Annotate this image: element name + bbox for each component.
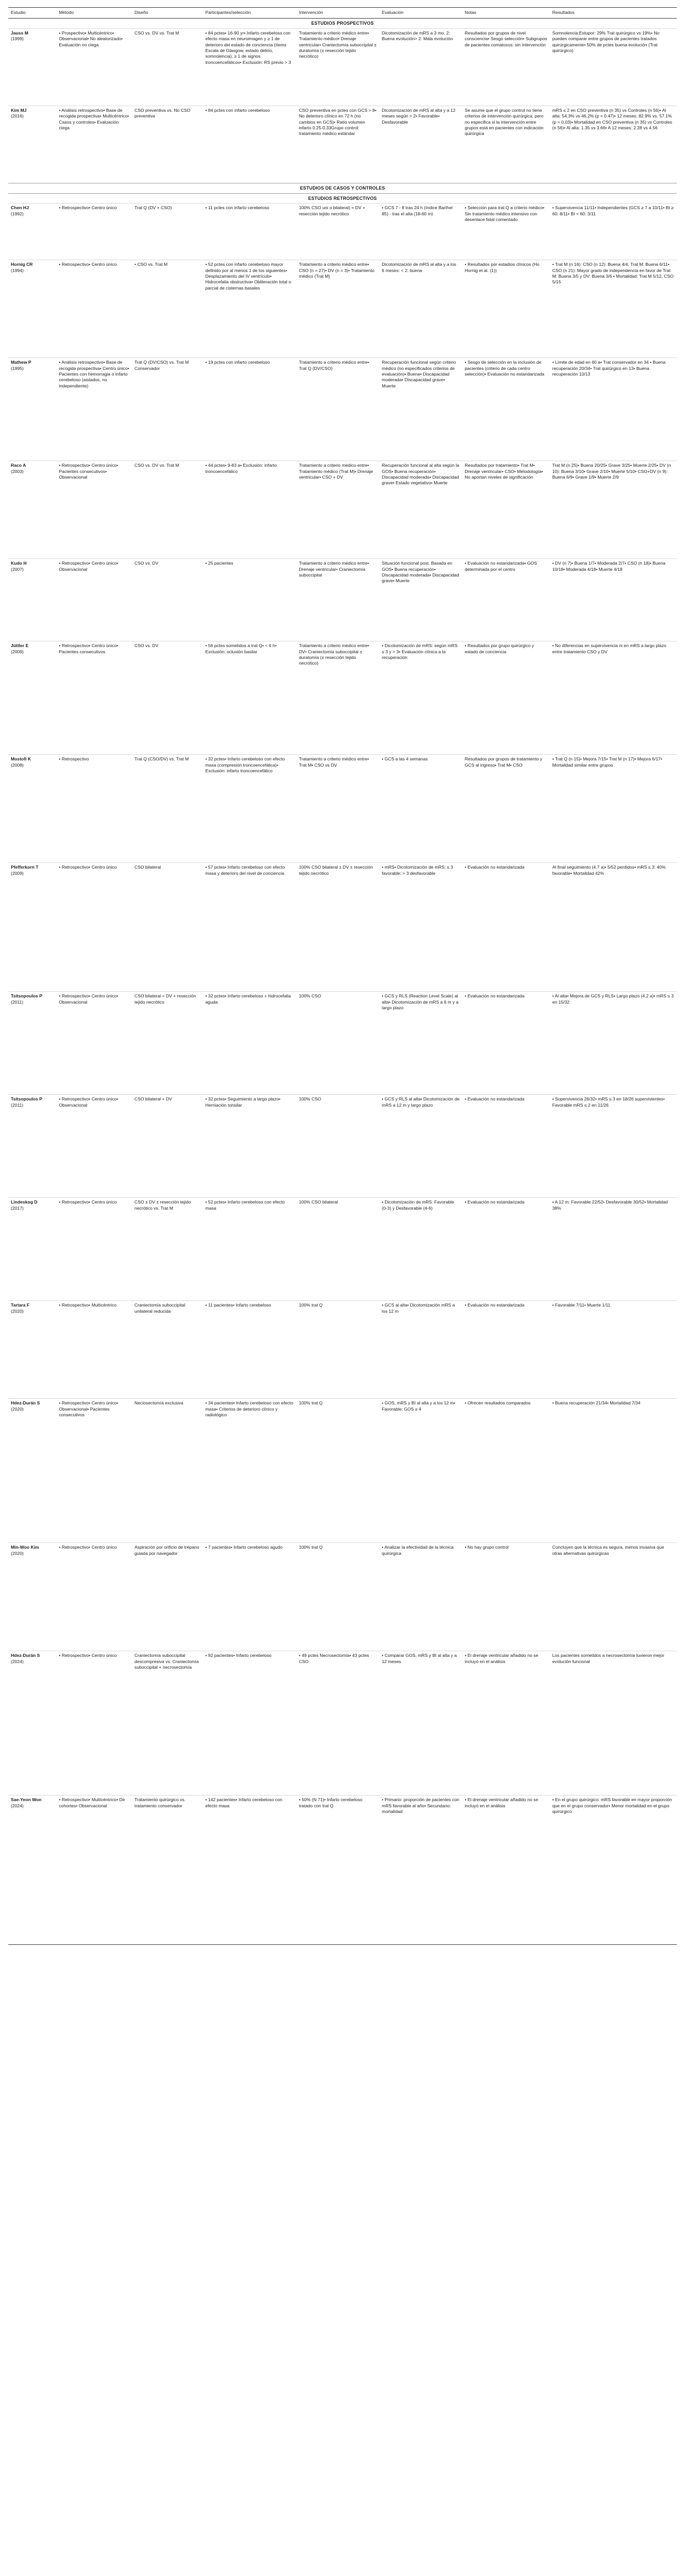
table-cell: • Retrospectivo• Centro único• Pacientes consecutivos• Observacional	[56, 461, 132, 559]
column-header: Participantes/selección	[203, 8, 296, 19]
table-cell: • Retrospectivo• Centro único	[56, 863, 132, 992]
table-cell: • 52 pctes• Infarto cerebeloso con efecto masa	[203, 1198, 296, 1301]
study-year: (2009)	[11, 649, 24, 654]
table-cell: • GOS, mRS y BI al alta y a los 12 m• Favorable: GOS ≥ 4	[379, 1399, 462, 1543]
study-cell	[8, 863, 56, 992]
study-cell	[8, 358, 56, 461]
study-row	[8, 992, 677, 1095]
section-title: ESTUDIOS PROSPECTIVOS	[311, 21, 374, 26]
table-cell: • 11 pctes con infarto cerebeloso	[203, 204, 296, 260]
table-cell: • CSO vs. Trat M	[132, 260, 203, 358]
study-row	[8, 1301, 677, 1399]
study-author: Kim MJ	[11, 107, 27, 113]
table-cell: CSO bilateral + DV	[132, 1095, 203, 1198]
study-row	[8, 863, 677, 992]
table-cell: 100% CSO bilateral ± DV ± resección tejido necrótico	[296, 863, 379, 992]
table-cell: • Evaluación no estandarizada	[462, 1198, 550, 1301]
table-cell: 100% CSO uni o bilateral) + DV + resección tejido necrótico	[296, 204, 379, 260]
study-row	[8, 641, 677, 755]
table-cell: • 56 pctes sometidos a trat Q• < 6 h• Exclusión: oclusión basilar	[203, 641, 296, 755]
table-cell: • 44 pctes• 9-83 a• Exclusión: infarto troncoencefálico	[203, 461, 296, 559]
study-cell	[8, 1198, 56, 1301]
table-cell: • 25 pacientes	[203, 559, 296, 641]
table-cell: • No diferencias en supervivencia ni en mRS a largo plazo entre tratamiento CSO y DV	[550, 641, 677, 755]
table-cell: 100% CSO	[296, 992, 379, 1095]
table-cell: • GCS y RLS (Reaction Level Scale) al alta• Dicotomización de mRS a 6 m y a largo plazo	[379, 992, 462, 1095]
study-row	[8, 559, 677, 641]
study-author: Mostofi K	[11, 756, 31, 762]
table-cell: Neciosectomía exclusiva	[132, 1399, 203, 1543]
study-year: (2016)	[11, 113, 24, 119]
study-author: Sae-Yeon Won	[11, 1797, 42, 1803]
study-cell	[8, 461, 56, 559]
table-cell: • Retrospectivo• Multicéntrico	[56, 1301, 132, 1399]
table-cell: Trat M (n 25)• Buena 20/25• Grave 3/25• Muerte 2/25• DV (n 10): Buena 3/10• Grave 2/10• Muerte 5/10• CSO+DV (n 9): Buena 6/9• Grave 1/9• Muerte 2/9	[550, 461, 677, 559]
study-year: (1995)	[11, 365, 24, 371]
study-cell	[8, 28, 56, 106]
table-cell: • No hay grupo control	[462, 1543, 550, 1651]
study-cell	[8, 204, 56, 260]
section-title: ESTUDIOS RETROSPECTIVOS	[8, 193, 677, 204]
table-cell: • Supervivencia 26/32• mRS ≤ 3 en 18/26 supervivientes• Favorable mRS ≤ 2 en 11/26	[550, 1095, 677, 1198]
study-author: Tsitsopoulos P	[11, 993, 42, 999]
table-cell: • Análisis retrospectivo• Base de recogida prospectiva• Centro único• Pacientes con hemorragia o infarto cerebeloso (aislados, no independiente)	[56, 358, 132, 461]
table-cell: • Sesgo de selección en la inclusión de pacientes (criterio de cada centro selección)• Evaluación no estandarizada	[462, 358, 550, 461]
table-cell: • Dicotomización de mRS: según mRS ≤ 3 y > 3• Evaluación clínica a la recuperación	[379, 641, 462, 755]
study-row	[8, 28, 677, 106]
study-year: (1999)	[11, 36, 24, 42]
study-row	[8, 1543, 677, 1651]
table-cell: • Resultados por estadios clínicos (Ho Hornig et al. (1))	[462, 260, 550, 358]
study-cell	[8, 1095, 56, 1198]
table-cell: • Evaluación no estandarizada	[462, 863, 550, 992]
table-cell: • Trat Q (n 15)• Mejora 7/15• Trat M (n 17)• Mejora 6/17• Mortalidad similar entre grupos	[550, 755, 677, 863]
study-row	[8, 1095, 677, 1198]
study-author: Mathew P	[11, 360, 31, 365]
table-cell: 100% trat Q	[296, 1399, 379, 1543]
table-cell: • GCS y RLS al alta• Dicotomización de mRS a 12 m y largo plazo	[379, 1095, 462, 1198]
study-author: Tsitsopoulos P	[11, 1096, 42, 1102]
table-cell: • Retrospectivo• Multicéntrico• De cohortes• Observacional	[56, 1795, 132, 1945]
table-cell: Aspiración por orificio de trépano guiada por navegador	[132, 1543, 203, 1651]
column-header: Notas	[462, 8, 550, 19]
study-year: (2020)	[11, 1308, 24, 1314]
table-cell: Tratamiento a criterio médico entre• CSO (n = 27)• DV (n = 3)• Tratamiento médico (Trat M)	[296, 260, 379, 358]
table-cell: Se asume que el grupo control no tiene criterios de intervención quirúrgica; pero no especifica si la intervención entre grupos está en pacientes con indicación quirúrgica	[462, 106, 550, 183]
section-header-row	[8, 183, 677, 193]
studies-table	[8, 7, 677, 1945]
table-cell: CSO vs. DV vs. Trat M	[132, 28, 203, 106]
study-author: Hdez-Durán S	[11, 1653, 40, 1658]
table-cell: Los pacientes sometidos a necrosectomía tuvieron mejor evolución funcional	[550, 1651, 677, 1795]
column-header: Estudio	[8, 8, 56, 19]
table-cell: • Análisis retrospectivo• Base de recogida prospectiva• Multicéntrico• Casos y controles• Evaluación ciega	[56, 106, 132, 183]
table-cell: Trat Q (DV/CSO) vs. Trat M Conservador	[132, 358, 203, 461]
table-cell: Tratamiento quirúrgico vs. tratamiento conservador	[132, 1795, 203, 1945]
table-cell: • Primario: proporción de pacientes con mRS favorable al año• Secundario: mortalidad	[379, 1795, 462, 1945]
table-cell: • 49 pctes Necrosectomía• 43 pctes CSO	[296, 1651, 379, 1795]
study-row	[8, 260, 677, 358]
table-cell: Tratamiento a criterio médico entre• Trat M• CSO vs DV	[296, 755, 379, 863]
table-cell: • Evaluación no estandarizada	[462, 1301, 550, 1399]
table-cell: • Trat M (n 16): CSO (n 12): Buena 4/4, Trat M: Buena 6/11• CSO (n 21): Mayor grado de independencia en favor de Trat M: Buena 3/5 y DV: Buena 3/6 • Mortalidad: Trat M 5/12, CSO 5/15	[550, 260, 677, 358]
study-row	[8, 1795, 677, 1945]
table-cell: • 142 pacientes• Infarto cerebeloso con efecto masa	[203, 1795, 296, 1945]
table-cell: • Evaluación no estandarizada	[462, 1095, 550, 1198]
table-cell: • Retrospectivo• Centro único	[56, 1651, 132, 1795]
table-cell: Trat Q (DV + CSO)	[132, 204, 203, 260]
study-cell	[8, 1301, 56, 1399]
table-cell: Tratamiento a criterio médico entre• DV• Craniectomía suboccipital ± duratomía (± resección tejido necrótico)	[296, 641, 379, 755]
table-cell: • Retrospectivo• Centro único	[56, 204, 132, 260]
table-cell: • Evaluación no estandarizada	[462, 992, 550, 1095]
table-cell: Tratamiento a criterio médico entre• Tratamiento médico (Trat M)• Drenaje ventricular• CSO + DV	[296, 461, 379, 559]
study-year: (2020)	[11, 1406, 24, 1412]
table-cell: CSO preventiva vs. No CSO preventiva	[132, 106, 203, 183]
study-author: Pfefferkorn T	[11, 865, 39, 870]
table-cell: CSO vs. DV	[132, 559, 203, 641]
table-cell: • 52 pctes con infarto cerebeloso mayor definido por al menos 1 de los siguientes• Desplazamiento del IV ventrículo• Hidrocefalia obstructiva• Obliteración total o parcial de cisternas basales	[203, 260, 296, 358]
study-cell	[8, 1651, 56, 1795]
table-cell: Tratamiento a criterio médico entre• Trat Q (DV/CSO)	[296, 358, 379, 461]
study-year: (2011)	[11, 999, 24, 1005]
table-cell: • Dicotomización de mRS: Favorable (0-3) y Desfavorable (4-6)	[379, 1198, 462, 1301]
table-cell: 100% trat Q	[296, 1543, 379, 1651]
table-cell: • Retrospectivo• Centro único• Observacional	[56, 1095, 132, 1198]
column-header: Evaluación	[379, 8, 462, 19]
study-cell	[8, 1399, 56, 1543]
table-cell: Dicotomización de mRS al alta y a los 6 meses: < 2: buena	[379, 260, 462, 358]
table-cell: • Retrospectivo• Centro único	[56, 1198, 132, 1301]
table-cell: • Límite de edad en 60 a• Trat conservador en 34 • Buena recuperación 20/34• Trat quirúrgico en 13• Buena recuperación 10/13	[550, 358, 677, 461]
table-cell: CSO ± DV ± resección tejido necrótico vs. Trat M	[132, 1198, 203, 1301]
table-cell: CSO bilateral	[132, 863, 203, 992]
study-cell	[8, 106, 56, 183]
table-cell: CSO vs. DV	[132, 641, 203, 755]
table-cell: • Retrospectivo• Centro único• Observacional	[56, 992, 132, 1095]
study-row	[8, 1651, 677, 1795]
table-cell: • Retrospectivo	[56, 755, 132, 863]
table-cell: mRS ≤ 2 en CSO preventiva (n 35) vs Controles (n 56)• Al alta: 54.3% vs 46.2% (p = 0.47)• 12 meses: 82.9% vs. 57.1% (p = 0.03)• Mortalidad en CSO preventiva (n 35) vs Controles (n 56)• Al alta: 1.35 vs 3.66• A 12 meses: 2.28 vs 4.56	[550, 106, 677, 183]
study-author: Hdez-Durán S	[11, 1400, 40, 1406]
table-cell: 100% CSO	[296, 1095, 379, 1198]
table-cell: • Evaluación no estandarizada• GOS determinada por el centro	[462, 559, 550, 641]
table-cell: • 32 pctes• Infarto cerebeloso con efecto masa (compresión troncoencefálica)• Exclusión: infarto troncoencefálico	[203, 755, 296, 863]
table-cell: CSO preventiva en pctes con GCS > 8• No deterioro clínico en 72 h (no cambios en GCS)• Ratio volumen infarto 0.25-0.33Grupo control: tratamiento médico estándar	[296, 106, 379, 183]
table-cell: Al final seguimiento (4.7 a)• 5/52 perdidos• mRS ≤ 3: 40% favorable• Mortalidad 42%	[550, 863, 677, 992]
table-cell: • El drenaje ventricular añadido no se incluyó en el análisis	[462, 1795, 550, 1945]
study-author: Kudo H	[11, 561, 27, 566]
table-cell: • Favorable 7/11• Muerte 1/11	[550, 1301, 677, 1399]
table-cell: • Al alta• Mejora de GCS y RLS• Largo plazo (4.2 a)• mRS ≤ 3 en 15/32	[550, 992, 677, 1095]
evidence-table-container	[8, 7, 677, 1945]
study-cell	[8, 260, 56, 358]
table-cell: • En el grupo quirúrgico: mRS favorable en mayor proporción que en el grupo conservador• Menor mortalidad en el grupo quirúrgico	[550, 1795, 677, 1945]
table-cell: • Supervivencia 11/11• Independientes (GCS ≥ 7 a 10/11• BI ≥ 60: 8/11• BI < 60: 3/11	[550, 204, 677, 260]
table-cell: • Buena recuperación 21/34• Mortalidad 7/34	[550, 1399, 677, 1543]
table-cell: Craniectomía suboccipital descompresiva vs. Craniectomía suboccipital + necrosectomía	[132, 1651, 203, 1795]
table-body	[8, 19, 677, 1945]
table-cell: Trat Q (CSO/DV) vs. Trat M	[132, 755, 203, 863]
column-header: Diseño	[132, 8, 203, 19]
table-cell: • 84 pctes• 16-90 yr• Infarto cerebeloso con efecto masa en neuroimagen y ≥ 1 de deterioro del estado de conciencia (ítems Escala de Glasgow, estado delirio, somnolencia); ≥ 1 de signos troncoencefálicos• Exclusión: RS previo > 3	[203, 28, 296, 106]
study-cell	[8, 992, 56, 1095]
table-cell: • 84 pctes con infarto cerebeloso	[203, 106, 296, 183]
table-cell: • Comparar GOS, mRS y BI al alta y a 12 meses	[379, 1651, 462, 1795]
study-year: (2003)	[11, 468, 24, 474]
study-year: (2007)	[11, 566, 24, 572]
table-cell: • Selección para trat Q a criterio médico• Sin tratamiento médico intensivo con desenlace fatal comentado	[462, 204, 550, 260]
study-author: Tartara F	[11, 1302, 30, 1308]
table-cell: • 50% (N 71)• Infarto cerebeloso tratado con trat Q	[296, 1795, 379, 1945]
study-year: (2017)	[11, 1205, 24, 1211]
study-row	[8, 358, 677, 461]
table-cell: Tratamiento a criterio médico entre• Tratamiento médico• Drenaje ventricular• Craniectomía suboccipital ± duratomía (± resección tejido necrótico)	[296, 28, 379, 106]
study-cell	[8, 755, 56, 863]
table-cell: Tratamiento a criterio médico entre• Drenaje ventricular• Craniectomía suboccipital	[296, 559, 379, 641]
study-row	[8, 106, 677, 183]
table-cell: • Retrospectivo• Centro único	[56, 260, 132, 358]
table-cell: • Ofrecen resultados comparados	[462, 1399, 550, 1543]
table-cell: • Resultados por grupo quirúrgico y estado de conciencia	[462, 641, 550, 755]
study-cell	[8, 1543, 56, 1651]
study-row	[8, 1399, 677, 1543]
table-cell: • Retrospectivo• Centro único• Pacientes consecutivos	[56, 641, 132, 755]
table-cell: • Analizar la efectividad de la técnica quirúrgica	[379, 1543, 462, 1651]
table-header-row	[8, 8, 677, 19]
study-row	[8, 1198, 677, 1301]
study-year: (1992)	[11, 211, 24, 216]
table-cell: • 92 pacientes• Infarto cerebeloso	[203, 1651, 296, 1795]
table-cell: • GCS al alta• Dicotomización mRS a los 12 m	[379, 1301, 462, 1399]
table-cell: • 32 pctes• Seguimiento a largo plazo• Herniación tonsilar	[203, 1095, 296, 1198]
table-cell: • 7 pacientes• Infarto cerebeloso agudo	[203, 1543, 296, 1651]
study-row	[8, 461, 677, 559]
study-cell	[8, 1795, 56, 1945]
table-cell: • 11 pacientes• Infarto cerebeloso	[203, 1301, 296, 1399]
study-author: Min-Woo Kim	[11, 1545, 39, 1550]
table-cell: • Prospectivo• Multicéntrico• Observacional• No aleatorizado• Evaluación no ciega	[56, 28, 132, 106]
study-year: (2020)	[11, 1550, 24, 1556]
table-cell: Situación funcional post. Basada en GOS• Buena recuperación• Discapacidad moderada• Discapacidad grave• Muerte	[379, 559, 462, 641]
study-row	[8, 204, 677, 260]
study-cell	[8, 559, 56, 641]
table-cell: • Retrospectivo• Centro único• Observacional• Pacientes consecutivos	[56, 1399, 132, 1543]
study-author: Raco A	[11, 463, 26, 468]
table-cell: • 32 pctes• Infarto cerebeloso + hidrocefalia aguda	[203, 992, 296, 1095]
table-cell: CSO vs. DV vs. Trat M	[132, 461, 203, 559]
study-author: Hornig CR	[11, 262, 33, 267]
table-cell: Resultados por grupos de tratamiento y GCS al ingreso• Trat M• CSO	[462, 755, 550, 863]
section-title: ESTUDIOS DE CASOS Y CONTROLES	[8, 183, 677, 193]
table-cell: • DV (n 7)• Buena 1/7• Moderada 2/7• CSO (n 18)• Buena 10/18• Moderada 4/18• Muerte 4/18	[550, 559, 677, 641]
table-cell: Somnolencia:Estupor: 29% Trat quirúrgico vs 19%• No pueden comparar entre grupos de pacientes tratados quirúrgicamente• 50% de pctes buena evolución (Trat quirúrgico)	[550, 28, 677, 106]
study-author: Lindeskog D	[11, 1199, 38, 1205]
table-cell: Resultados por grupos de nivel consciencia• Sesgo selección• Subgrupos de pacientes comatosos: sin intervención	[462, 28, 550, 106]
study-year: (2008)	[11, 762, 24, 768]
study-year: (2009)	[11, 870, 24, 876]
study-year: (2011)	[11, 1102, 24, 1108]
study-author: Jüttler E	[11, 643, 29, 649]
table-cell: Dicotomización de mRS a 3 mo. 2: Buena evolución> 2: Mala evolución	[379, 28, 462, 106]
study-year: (2024)	[11, 1803, 24, 1808]
study-row	[8, 755, 677, 863]
table-cell: Recuperación funcional según criterio médico (no especificados criterios de evaluación)• Buena• Discapacidad moderada• Discapacidad grave• Muerte	[379, 358, 462, 461]
table-cell: 100% trat Q	[296, 1301, 379, 1399]
table-cell: • El drenaje ventricular añadido no se incluyó en el análisis	[462, 1651, 550, 1795]
column-header: Método	[56, 8, 132, 19]
table-cell: • Retrospectivo• Centro único• Observacional	[56, 559, 132, 641]
table-cell: 100% CSO bilateral	[296, 1198, 379, 1301]
table-cell: • GCS a las 4 semanas	[379, 755, 462, 863]
table-cell: • Retrospectivo• Centro único	[56, 1543, 132, 1651]
study-author: Jauss M	[11, 30, 28, 36]
table-cell: Resultados por tratamiento• Trat M• Drenaje ventricular• CSO• Metodología• No aportan niveles de significación	[462, 461, 550, 559]
table-cell: CSO bilateral + DV + resección tejido necrótico	[132, 992, 203, 1095]
table-cell: • mRS• Dicotomización de mRS: ≤ 3 favorable; > 3 desfavorable	[379, 863, 462, 992]
column-header: Intervención	[296, 8, 379, 19]
column-header: Resultados	[550, 8, 677, 19]
table-cell: Craniectomía suboccipital unilateral reducida	[132, 1301, 203, 1399]
table-cell: • 19 pctes con infarto cerebeloso	[203, 358, 296, 461]
table-cell: • 57 pctes• Infarto cerebeloso con efecto masa y deterioro del nivel de conciencia	[203, 863, 296, 992]
table-cell: Recuperación funcional al alta según la GOS• Buena recuperación• Discapacidad moderada• Discapacidad grave• Estado vegetativo• Muerte	[379, 461, 462, 559]
study-year: (1994)	[11, 267, 24, 273]
table-cell: • 34 pacientes• Infarto cerebeloso con efecto masa• Criterios de deterioro clínico y radiológico	[203, 1399, 296, 1543]
table-cell: Concluyen que la técnica es segura, menos invasiva que otras alternativas quirúrgicas	[550, 1543, 677, 1651]
study-author: Chen HJ	[11, 205, 29, 211]
table-cell: • A 12 m: Favorable 22/52• Desfavorable 30/52• Mortalidad 38%	[550, 1198, 677, 1301]
section-header-row	[8, 19, 677, 29]
section-header-row	[8, 193, 677, 204]
table-cell: Dicotomización de mRS al alta y a 12 meses según > 2• Favorable• Desfavorable	[379, 106, 462, 183]
study-cell	[8, 641, 56, 755]
study-year: (2024)	[11, 1658, 24, 1664]
table-cell: • GCS 7 - 8 tras 24 h (índice Barthel 85) - tras el alta (18-60 m)	[379, 204, 462, 260]
